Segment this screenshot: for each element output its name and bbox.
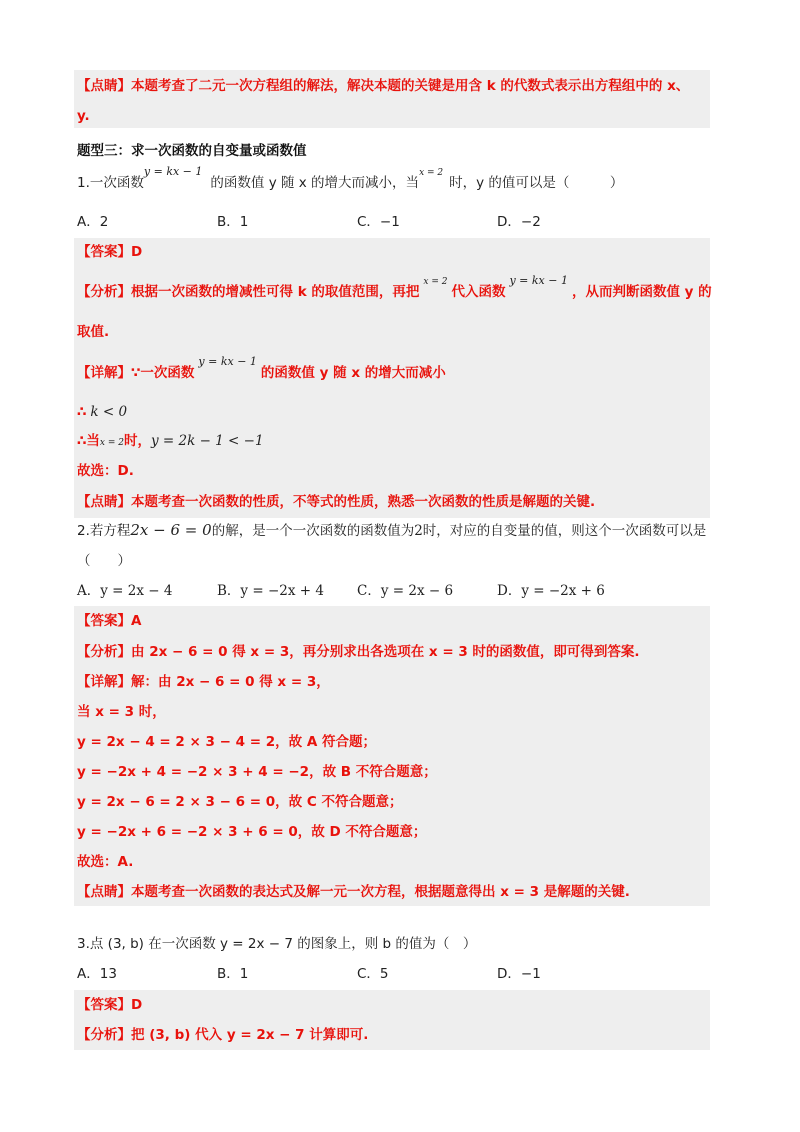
q2-when: 当 x = 3 时， (77, 704, 166, 720)
q1-detail-b: 的函数值 y 随 x 的增大而减小 (260, 365, 446, 381)
q2-option-c: C．y = 2x − 6 (357, 583, 454, 599)
q2-option-a: A．y = 2x − 4 (77, 583, 173, 599)
q2-comment: 【点睛】本题考查一次函数的表达式及解一元一次方程，根据题意得出 x = 3 是解题的关键. (77, 884, 630, 900)
q1-step1-math: k < 0 (90, 404, 128, 420)
q1-step2-a: ∴当 (77, 433, 100, 449)
q3-analysis: 【分析】把 (3, b) 代入 y = 2x − 7 计算即可. (77, 1027, 369, 1043)
q2-stem-line1 (77, 521, 706, 540)
q3-option-c: C．5 (357, 966, 389, 982)
q1-comment: 【点睛】本题考查一次函数的性质，不等式的性质，熟悉一次函数的性质是解题的关键. (77, 494, 596, 510)
q2-option-b: B．y = −2x + 4 (217, 583, 324, 599)
q2-stem-a: 2.若方程 (77, 523, 131, 539)
q1-analysis-line2: 取值. (77, 324, 110, 340)
q1-analysis-line1 (77, 274, 712, 303)
q1-step2-b: 时， (123, 433, 151, 449)
q1-step2-math: y = 2k − 1 < −1 (150, 433, 264, 449)
q2-stem-num: 2 (414, 523, 423, 539)
q3-option-d: D．−1 (497, 966, 541, 982)
q1-stem-prefix: 1.一次函数 (77, 175, 144, 191)
q3-answer: 【答案】D (77, 997, 143, 1013)
q1-answer: 【答案】D (77, 244, 143, 260)
q1-analysis-c: ，从而判断函数值 y 的 (571, 284, 712, 300)
q1-option-b: B．1 (217, 214, 249, 230)
q2-detail: 【详解】解：由 2x − 6 = 0 得 x = 3， (77, 674, 330, 690)
q1-choice: 故选：D. (77, 463, 134, 479)
q2-stem-c: 时，对应的自变量的值，则这个一次函数可以是 (422, 523, 707, 539)
q2-calc-b: y = −2x + 4 = −2 × 3 + 4 = −2，故 B 不符合题意； (77, 764, 437, 780)
q1-analysis-b: 代入函数 (451, 284, 506, 300)
q2-calc-c: y = 2x − 6 = 2 × 3 − 6 = 0，故 C 不符合题意； (77, 794, 403, 810)
previous-comment-line2: y. (77, 108, 90, 124)
q1-analysis-a: 【分析】根据一次函数的增减性可得 k 的取值范围，再把 (77, 284, 420, 300)
q2-choice: 故选：A. (77, 854, 134, 870)
q3-option-a: A．13 (77, 966, 117, 982)
q1-detail-line (77, 355, 446, 383)
q1-option-a: A．2 (77, 214, 109, 230)
q1-stem-tail: 时，y 的值可以是（ ） (449, 175, 624, 191)
q1-step1-therefore: ∴ (77, 404, 87, 420)
q2-option-d: D．y = −2x + 6 (497, 583, 605, 599)
q3-stem: 3.点 (3, b) 在一次函数 y = 2x − 7 的图象上，则 b 的值为（ ） (77, 936, 477, 952)
q2-calc-d: y = −2x + 6 = −2 × 3 + 6 = 0，故 D 不符合题意； (77, 824, 427, 840)
q1-detail-a: 【详解】∵一次函数 (77, 365, 195, 381)
section-heading: 题型三：求一次函数的自变量或函数值 (77, 143, 307, 159)
q2-analysis: 【分析】由 2x − 6 = 0 得 x = 3，再分别求出各选项在 x = 3 时的函数值，即可得到答案. (77, 644, 640, 660)
q2-stem-line2: （ ） (77, 553, 131, 569)
q3-option-b: B．1 (217, 966, 249, 982)
q1-stem (77, 165, 624, 194)
q2-calc-a: y = 2x − 4 = 2 × 3 − 4 = 2，故 A 符合题； (77, 734, 376, 750)
q2-stem-b: 的解，是一个一次函数的函数值为 (211, 523, 415, 539)
q2-stem-eq: 2x − 6 = 0 (130, 521, 212, 539)
q1-option-d: D．−2 (497, 214, 541, 230)
q1-step2-cond: x = 2 (99, 438, 124, 448)
q1-step1 (77, 403, 127, 421)
q1-analysis-expr: y = kx − 1 (509, 274, 568, 287)
q1-option-c: C．−1 (357, 214, 400, 230)
q1-analysis-cond: x = 2 (423, 277, 448, 287)
q1-stem-cond: x = 2 (419, 168, 444, 178)
q1-detail-expr: y = kx − 1 (198, 355, 257, 368)
q2-answer: 【答案】A (77, 613, 142, 629)
q1-step2 (77, 432, 264, 452)
q1-stem-expr: y = kx − 1 (143, 165, 203, 178)
previous-comment-line1: 【点睛】本题考查了二元一次方程组的解法，解决本题的关键是用含 k 的代数式表示出方程组中的 x、 (77, 78, 690, 94)
q1-stem-mid: 的函数值 y 随 x 的增大而减小，当 (210, 175, 420, 191)
